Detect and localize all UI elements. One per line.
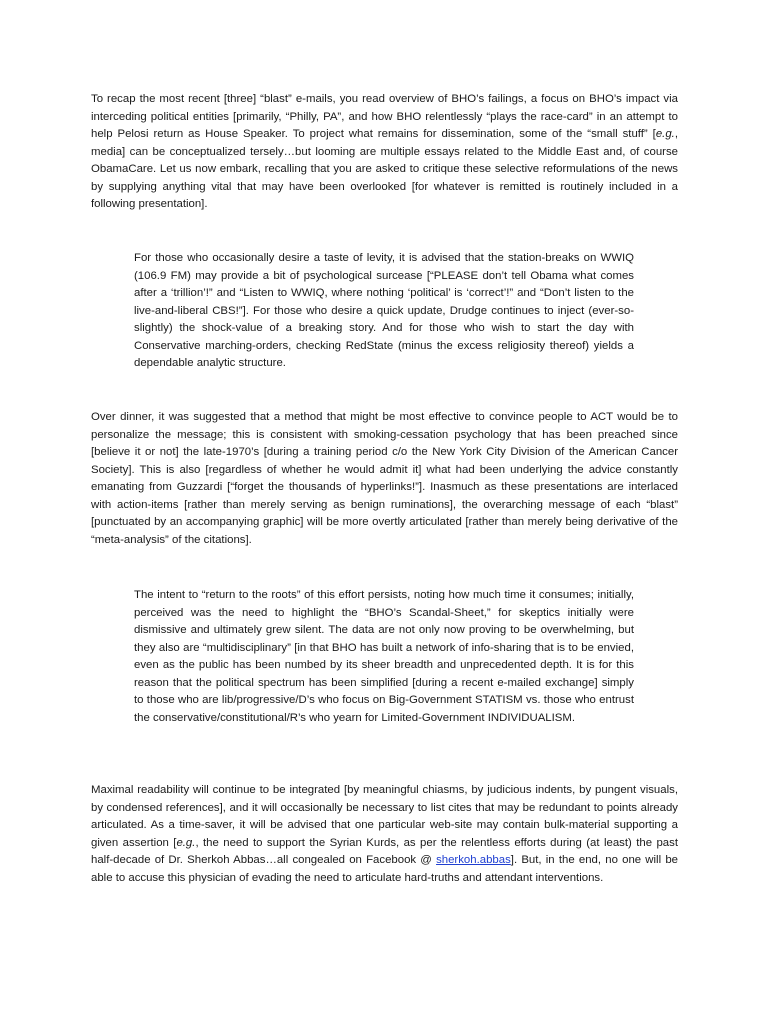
paragraph-readability-mid: , the need to support the Syrian Kurds, as per the relentless efforts during (at least) the past half-decade of Dr. Sherkoh Abbas…all congealed on Facebook @: [91, 836, 678, 866]
paragraph-recap: [91, 91, 678, 214]
paragraph-levity-text: For those who occasionally desire a taste of levity, it is advised that the station-breaks on WWIQ (106.9 FM) may provide a bit of psychological surcease [“PLEASE don’t tell Obama what comes after a ‘trillion’!” and “Listen to WWIQ, where nothing ‘political’ is ‘correct’!” and “Don’t listen to the live-and-liberal CBS!”]. For those who desire a quick update, Drudge continues to inject (ever-so-slightly) the shock-value of a breaking story. And for those who wish to start the day with Conservative marching-orders, checking RedState (minus the excess religiosity thereof) yields a dependable analytic structure.: [134, 252, 634, 369]
paragraph-recap-eg: e.g.: [655, 128, 675, 140]
paragraph-readability-eg: e.g.: [176, 836, 196, 849]
paragraph-recap-text: To recap the most recent [three] “blast” e-mails, you read overview of BHO’s failings, a focus on BHO’s impact via interceding political entities [primarily, “Philly, PA”, and how BHO relentlessly “plays the race-card” in an attempt to help Pelosi return as House Speaker. To project what remains for dissemination, some of the “small stuff” [: [91, 93, 678, 140]
paragraph-readability-end: ]. But, in the end, no one will be able to accuse this physician of evading the need to articulate hard-truths and attendant interventions.: [91, 854, 678, 884]
paragraph-readability: [91, 782, 678, 887]
paragraph-intent: [134, 587, 634, 727]
paragraph-dinner-text: Over dinner, it was suggested that a method that might be most effective to convince people to ACT would be to personalize the message; this is consistent with smoking-cessation psychology that has been preached since [believe it or not] the late-1970’s [during a training period c/o the New York City Division of the American Cancer Society]. This is also [regardless of whether he would admit it] what had been underlying the advice constantly emanating from Guzzardi [“forget the thousands of hyperlinks!”]. Inasmuch as these presentations are interlaced with action-items [rather than merely serving as benign ruminations], the overarching message of each “blast” [punctuated by an accompanying graphic] will be more overtly articulated [rather than merely being derivative of the “meta-analysis” of the citations].: [91, 411, 678, 546]
facebook-link[interactable]: sherkoh.abbas: [436, 854, 511, 866]
paragraph-levity: [134, 250, 634, 373]
paragraph-readability-text: Maximal readability will continue to be integrated [by meaningful chiasms, by judicious indents, by pungent visuals, by condensed references], and it will occasionally be necessary to list cites that may be redundant to points already articulated. As a time-saver, it will be advised that one particular web-site may contain bulk-material supporting a given assertion [: [91, 784, 678, 849]
paragraph-dinner: [91, 409, 678, 549]
paragraph-recap-rest: , media] can be conceptualized tersely…but looming are multiple essays related to the Middle East and, of course ObamaCare. Let us now embark, recalling that you are asked to critique these selective reformulations of the news by supplying anything vital that may have been overlooked [for whatever is remitted is routinely included in a following presentation].: [91, 128, 678, 210]
paragraph-intent-text: The intent to “return to the roots” of this effort persists, noting how much time it consumes; initially, perceived was the need to highlight the “BHO’s Scandal-Sheet,” for skeptics initially were dismissive and ultimately grew silent. The data are not only now proving to be overwhelming, but they also are “multidisciplinary” [in that BHO has built a network of info-sharing that is to be envied, even as the public has been numbed by its sheer breadth and unprecedented depth. It is for this reason that the political spectrum has been simplified [during a recent e-mailed exchange] simply to those who are lib/progressive/D’s who focus on Big-Government STATISM vs. those who entrust the conservative/constitutional/R’s who yearn for Limited-Government INDIVIDUALISM.: [134, 589, 634, 724]
